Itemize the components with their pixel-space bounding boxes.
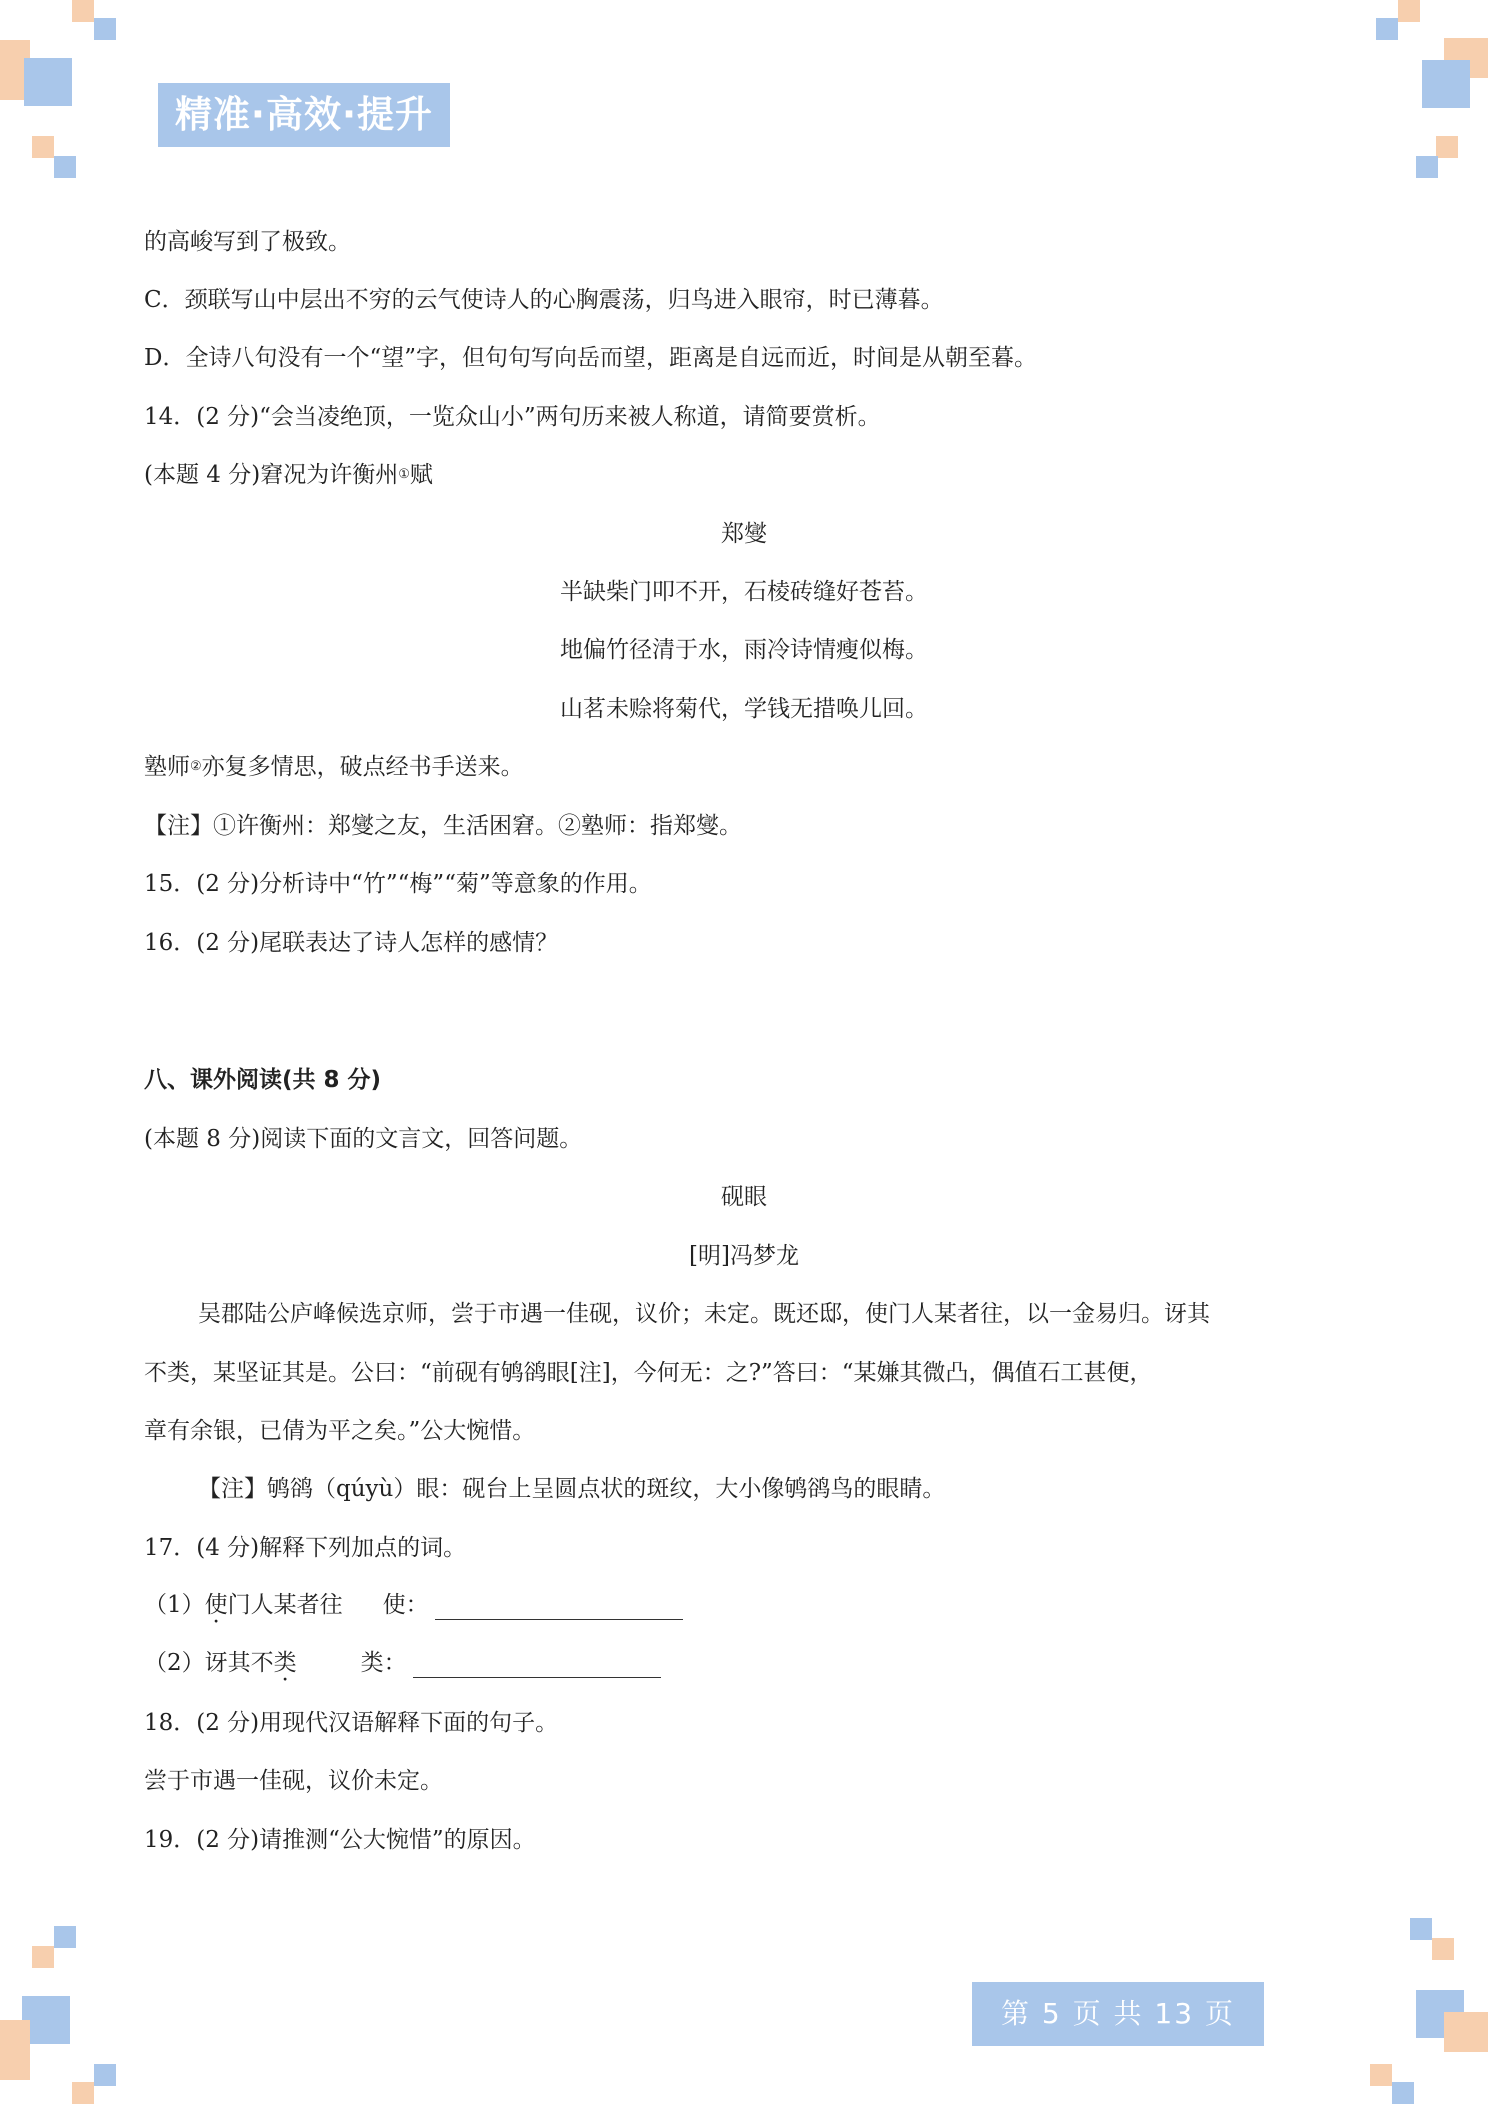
decor-square: [72, 0, 94, 22]
question-17: 17．(4 分)解释下列加点的词。: [144, 1535, 467, 1561]
section-heading: 八、课外阅读(共 8 分): [144, 1067, 382, 1093]
decor-square: [32, 136, 54, 158]
decor-square: [24, 58, 72, 106]
passage-line: 章有余银，已倩为平之矣。”公大惋惜。: [144, 1418, 536, 1444]
dotted-word: 使: [204, 1592, 228, 1618]
page-number: 第 5 页 共 13 页: [972, 1982, 1264, 2046]
reading-intro: (本题 8 分)阅读下面的文言文，回答问题。: [144, 1126, 583, 1152]
poem-intro: [144, 460, 433, 490]
decor-square: [1436, 136, 1458, 158]
q17-1-key: 使：: [382, 1592, 429, 1618]
passage-title: 砚眼: [721, 1184, 767, 1210]
option-d: D．全诗八句没有一个“望”字，但句句写向岳而望，距离是自远而近，时间是从朝至暮。: [144, 345, 1037, 371]
passage-note: 【注】鸲鹆（qúyù）眼：砚台上呈圆点状的斑纹，大小像鸲鹆鸟的眼睛。: [198, 1476, 946, 1502]
poem-intro-tail: 赋: [409, 462, 433, 488]
passage-line: 不类，某坚证其是。公曰：“前砚有鸲鹆眼[注]，今何无：之?”答曰：“某嫌其微凸，偶值石工甚便，: [144, 1360, 1153, 1386]
question-15: 15．(2 分)分析诗中“竹”“梅”“菊”等意象的作用。: [144, 871, 652, 897]
q17-2-key: 类：: [360, 1650, 407, 1676]
answer-blank[interactable]: [435, 1597, 683, 1620]
option-c: C．颈联写山中层出不穷的云气使诗人的心胸震荡，归鸟进入眼帘，时已薄暮。: [144, 287, 944, 313]
poem-line: 山茗未赊将菊代，学钱无措唤儿回。: [560, 696, 928, 722]
decor-square: [72, 2082, 94, 2104]
decor-square: [1422, 60, 1470, 108]
dotted-word: 类: [273, 1650, 297, 1676]
decor-square: [54, 156, 76, 178]
decor-square: [32, 1946, 54, 1968]
poem-intro-text: (本题 4 分)窘况为许衡州: [144, 462, 399, 488]
question-14: 14．(2 分)“会当凌绝顶，一览众山小”两句历来被人称道，请简要赏析。: [144, 404, 881, 430]
header-banner: 精准·高效·提升: [158, 83, 450, 147]
poem-line: 地偏竹径清于水，雨冷诗情瘦似梅。: [560, 637, 928, 663]
passage-author: [明]冯梦龙: [689, 1243, 799, 1269]
poem-line: 半缺柴门叩不开，石棱砖缝好苍苔。: [560, 579, 928, 605]
decor-square: [1410, 1918, 1432, 1940]
answer-blank[interactable]: [413, 1655, 661, 1678]
decor-square: [1444, 2012, 1488, 2052]
poem-line-head: 塾师: [144, 754, 190, 780]
footnote-mark: ①: [398, 467, 410, 482]
decor-square: [1370, 2064, 1392, 2086]
text-line: 的高峻写到了极致。: [144, 229, 351, 255]
question-17-2: [144, 1648, 661, 1678]
q17-1-prefix: （1）: [144, 1592, 205, 1618]
passage-line: 吴郡陆公庐峰候选京师，尝于市遇一佳砚，议价；未定。既还邸，使门人某者往，以一金易归。讶其: [198, 1301, 1210, 1327]
question-18: 18．(2 分)用现代汉语解释下面的句子。: [144, 1710, 559, 1736]
decor-square: [54, 1926, 76, 1948]
poem-line: [144, 752, 524, 782]
decor-square: [1376, 18, 1398, 40]
question-17-1: [144, 1590, 683, 1620]
decor-square: [0, 2020, 30, 2080]
question-16: 16．(2 分)尾联表达了诗人怎样的感情？: [144, 930, 559, 956]
q17-1-text: 门人某者往: [227, 1592, 343, 1618]
decor-square: [1392, 2082, 1414, 2104]
decor-square: [94, 18, 116, 40]
question-19: 19．(2 分)请推测“公大惋惜”的原因。: [144, 1827, 536, 1853]
decor-square: [94, 2064, 116, 2086]
decor-square: [1398, 0, 1420, 22]
footnote-mark: ②: [190, 759, 202, 774]
q17-2-prefix: （2）讶其不: [144, 1650, 274, 1676]
question-18-sentence: 尝于市遇一佳砚，议价未定。: [144, 1768, 443, 1794]
decor-square: [1432, 1938, 1454, 1960]
poem-note: 【注】①许衡州：郑燮之友，生活困窘。②塾师：指郑燮。: [144, 813, 742, 839]
poem-line-tail: 亦复多情思，破点经书手送来。: [201, 754, 524, 780]
poem-author: 郑燮: [721, 521, 767, 547]
decor-square: [1416, 156, 1438, 178]
